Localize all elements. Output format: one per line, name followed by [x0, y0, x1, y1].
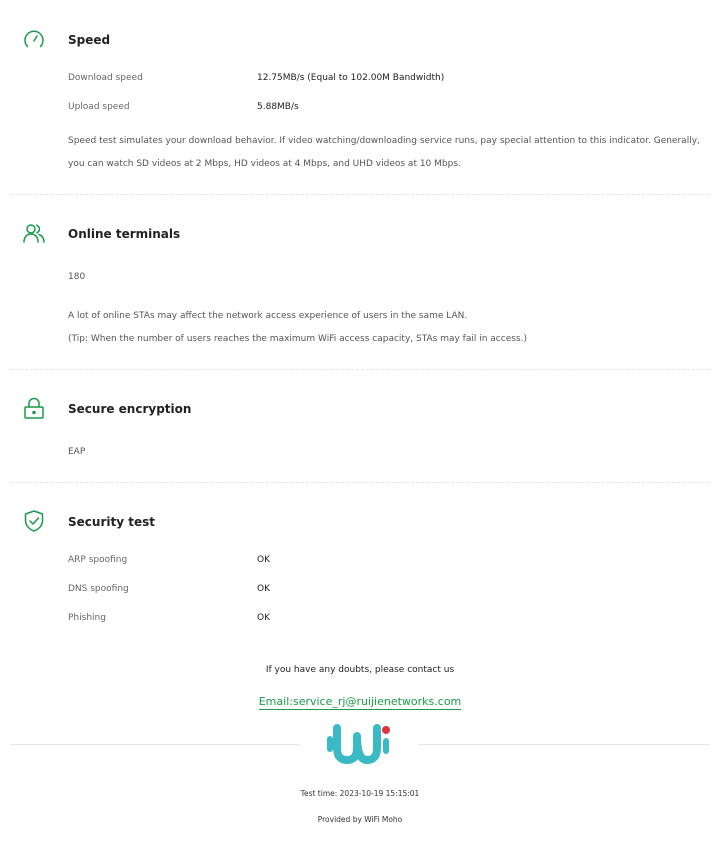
speed-description-line2: you can watch SD videos at 2 Mbps, HD videos at 4 Mbps, and UHD videos at 10 Mbps.: [68, 159, 461, 169]
test-time: Test time: 2023-10-19 15:15:01: [300, 789, 420, 798]
online-terminals-title: Online terminals: [68, 227, 181, 241]
section-divider: [10, 369, 710, 370]
contact-text: If you have any doubts, please contact us: [265, 665, 455, 675]
encryption-value: EAP: [68, 447, 86, 457]
terminals-description-line1: A lot of online STAs may affect the network access experience of users in the same LAN.: [68, 311, 468, 321]
speed-title: Speed: [68, 33, 111, 47]
shield-check-icon: [22, 509, 46, 533]
provided-by: Provided by WiFi Moho: [317, 815, 403, 824]
download-speed-label: Download speed: [68, 73, 143, 83]
phishing-value: OK: [257, 613, 270, 623]
dns-spoofing-label: DNS spoofing: [68, 584, 129, 594]
secure-encryption-title: Secure encryption: [68, 402, 192, 416]
section-divider: [10, 482, 710, 483]
upload-speed-value: 5.88MB/s: [257, 102, 299, 112]
arp-spoofing-value: OK: [257, 555, 270, 565]
dns-spoofing-value: OK: [257, 584, 270, 594]
footer-divider-left: [10, 744, 300, 745]
speedometer-icon: [22, 28, 46, 52]
wifi-moho-logo: [325, 722, 397, 766]
security-test-title: Security test: [68, 515, 155, 529]
footer-divider-right: [418, 744, 710, 745]
email-container: [0, 690, 720, 710]
terminals-description-line2: (Tip: When the number of users reaches the maximum WiFi access capacity, STAs may fail in access.): [68, 334, 527, 344]
email-link[interactable]: Email:service_rj@ruijienetworks.com: [258, 695, 462, 708]
online-terminals-count: 180: [68, 272, 86, 282]
phishing-label: Phishing: [68, 613, 106, 623]
lock-icon: [22, 397, 46, 421]
speed-description-line1: Speed test simulates your download behavior. If video watching/downloading service runs, pay special attention to this indicator. Generally,: [68, 136, 700, 146]
users-icon: [22, 221, 46, 245]
section-divider: [10, 194, 710, 195]
arp-spoofing-label: ARP spoofing: [68, 555, 128, 565]
upload-speed-label: Upload speed: [68, 102, 130, 112]
download-speed-value: 12.75MB/s (Equal to 102.00M Bandwidth): [257, 73, 445, 83]
